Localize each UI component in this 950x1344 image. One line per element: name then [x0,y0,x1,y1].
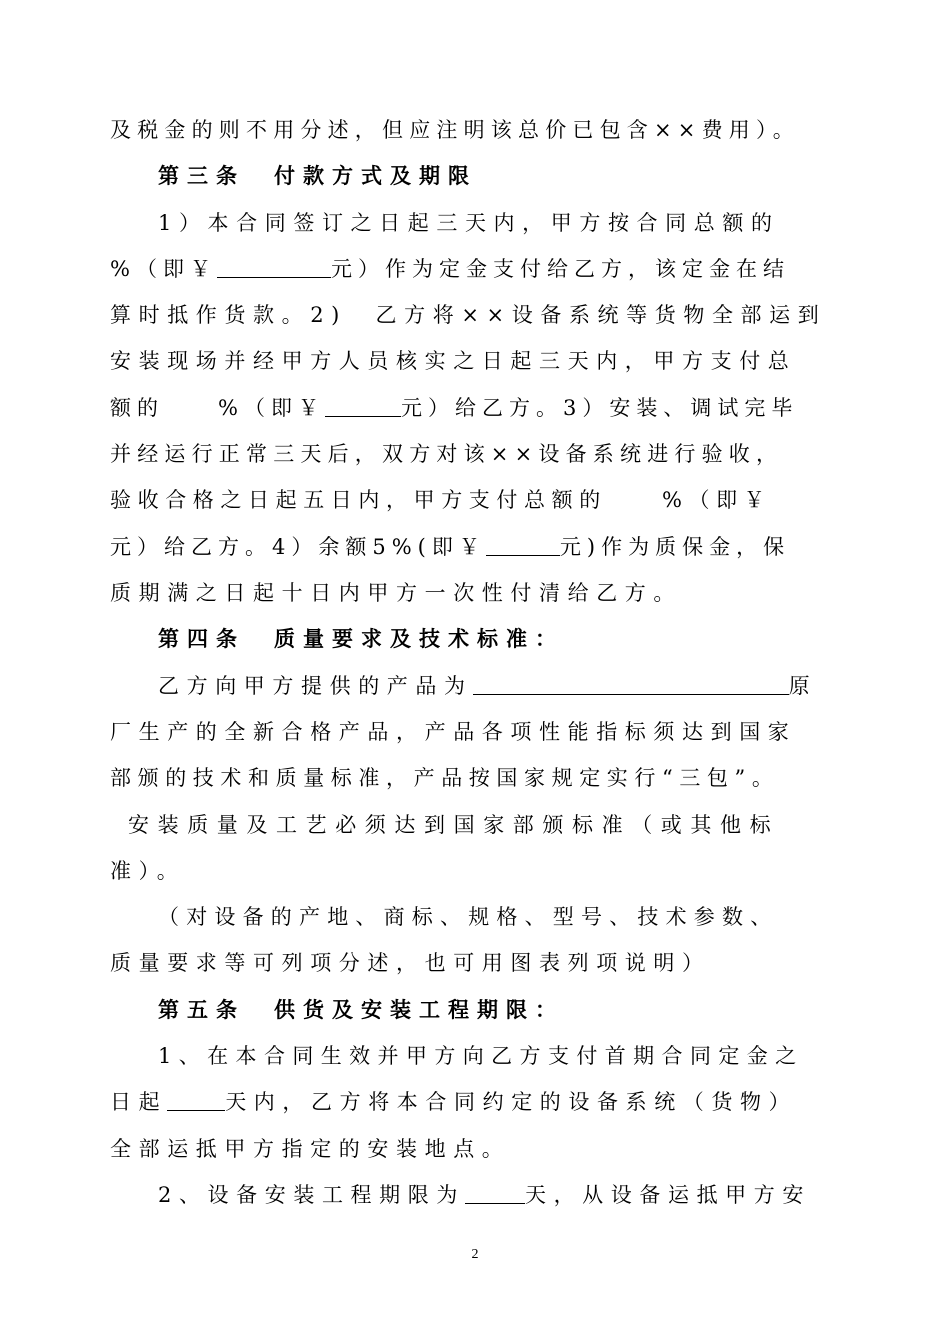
text-fragment: %（即￥ [110,257,217,281]
text-fragment: 天内，乙方将本合同约定的设备系统（货物） [225,1090,798,1114]
text-fragment: 2、设备安装工程期限为 [158,1183,465,1207]
section-heading-4: 第四条 质量要求及技术标准： [158,626,564,651]
text-fragment: 天，从设备运抵甲方安 [524,1183,811,1207]
text-line: （对设备的产地、商标、规格、型号、技术参数、 [158,905,779,929]
text-line: 厂生产的全新合格产品，产品各项性能指标须达到国家 [110,720,797,744]
text-line: 及税金的则不用分述，但应注明该总价已包含××费用）。 [110,118,800,142]
text-fragment: 元）作为定金支付给乙方，该定金在结 [330,257,790,281]
text-line: 验收合格之日起五日内，甲方支付总额的 %（即￥ [110,488,772,512]
text-fragment: 元）给乙方。3）安装、调试完毕 [400,396,799,420]
text-fragment: 元）给乙方。4）余额5%(即￥ [110,535,486,559]
text-line: 1）本合同签订之日起三天内，甲方按合同总额的 [158,211,780,235]
text-line: 并经运行正常三天后，双方对该××设备系统进行验收， [110,442,784,466]
text-line: 全部运抵甲方指定的安装地点。 [110,1137,511,1161]
text-line [110,530,790,564]
text-fragment: 元)作为质保金，保 [559,535,791,559]
text-line: 准）。 [110,859,186,883]
text-line: 算时抵作货款。2) 乙方将××设备系统等货物全部运到 [110,303,827,327]
text-line: 1、在本合同生效并甲方向乙方支付首期合同定金之 [158,1044,804,1068]
text-line [158,1178,811,1212]
text-fragment: 额的 %（即￥ [110,396,325,420]
text-line: 部颁的技术和质量标准，产品按国家规定实行“三包”。 [110,766,780,790]
text-line: 安装现场并经甲方人员核实之日起三天内，甲方支付总 [110,349,797,373]
blank-field [465,1181,525,1204]
text-line [110,391,798,425]
text-fragment: 原 [788,674,818,698]
blank-field [486,533,560,556]
blank-field [325,394,401,417]
text-line: 质期满之日起十日内甲方一次性付清给乙方。 [110,581,682,605]
text-line [110,1085,797,1119]
text-fragment: 乙方向甲方提供的产品为 [158,674,473,698]
blank-field [167,1088,225,1111]
text-line [110,252,790,286]
text-fragment: 日起 [110,1090,168,1114]
section-heading-3: 第三条 付款方式及期限 [158,163,477,188]
section-heading-5: 第五条 供货及安装工程期限： [158,997,564,1022]
text-line [158,669,817,703]
blank-field [217,255,331,278]
page-number: 2 [471,1247,479,1262]
blank-field [473,672,789,695]
text-line: 安装质量及工艺必须达到国家部颁标准（或其他标 [128,813,780,837]
text-line: 质量要求等可列项分述，也可用图表列项说明） [110,951,711,975]
